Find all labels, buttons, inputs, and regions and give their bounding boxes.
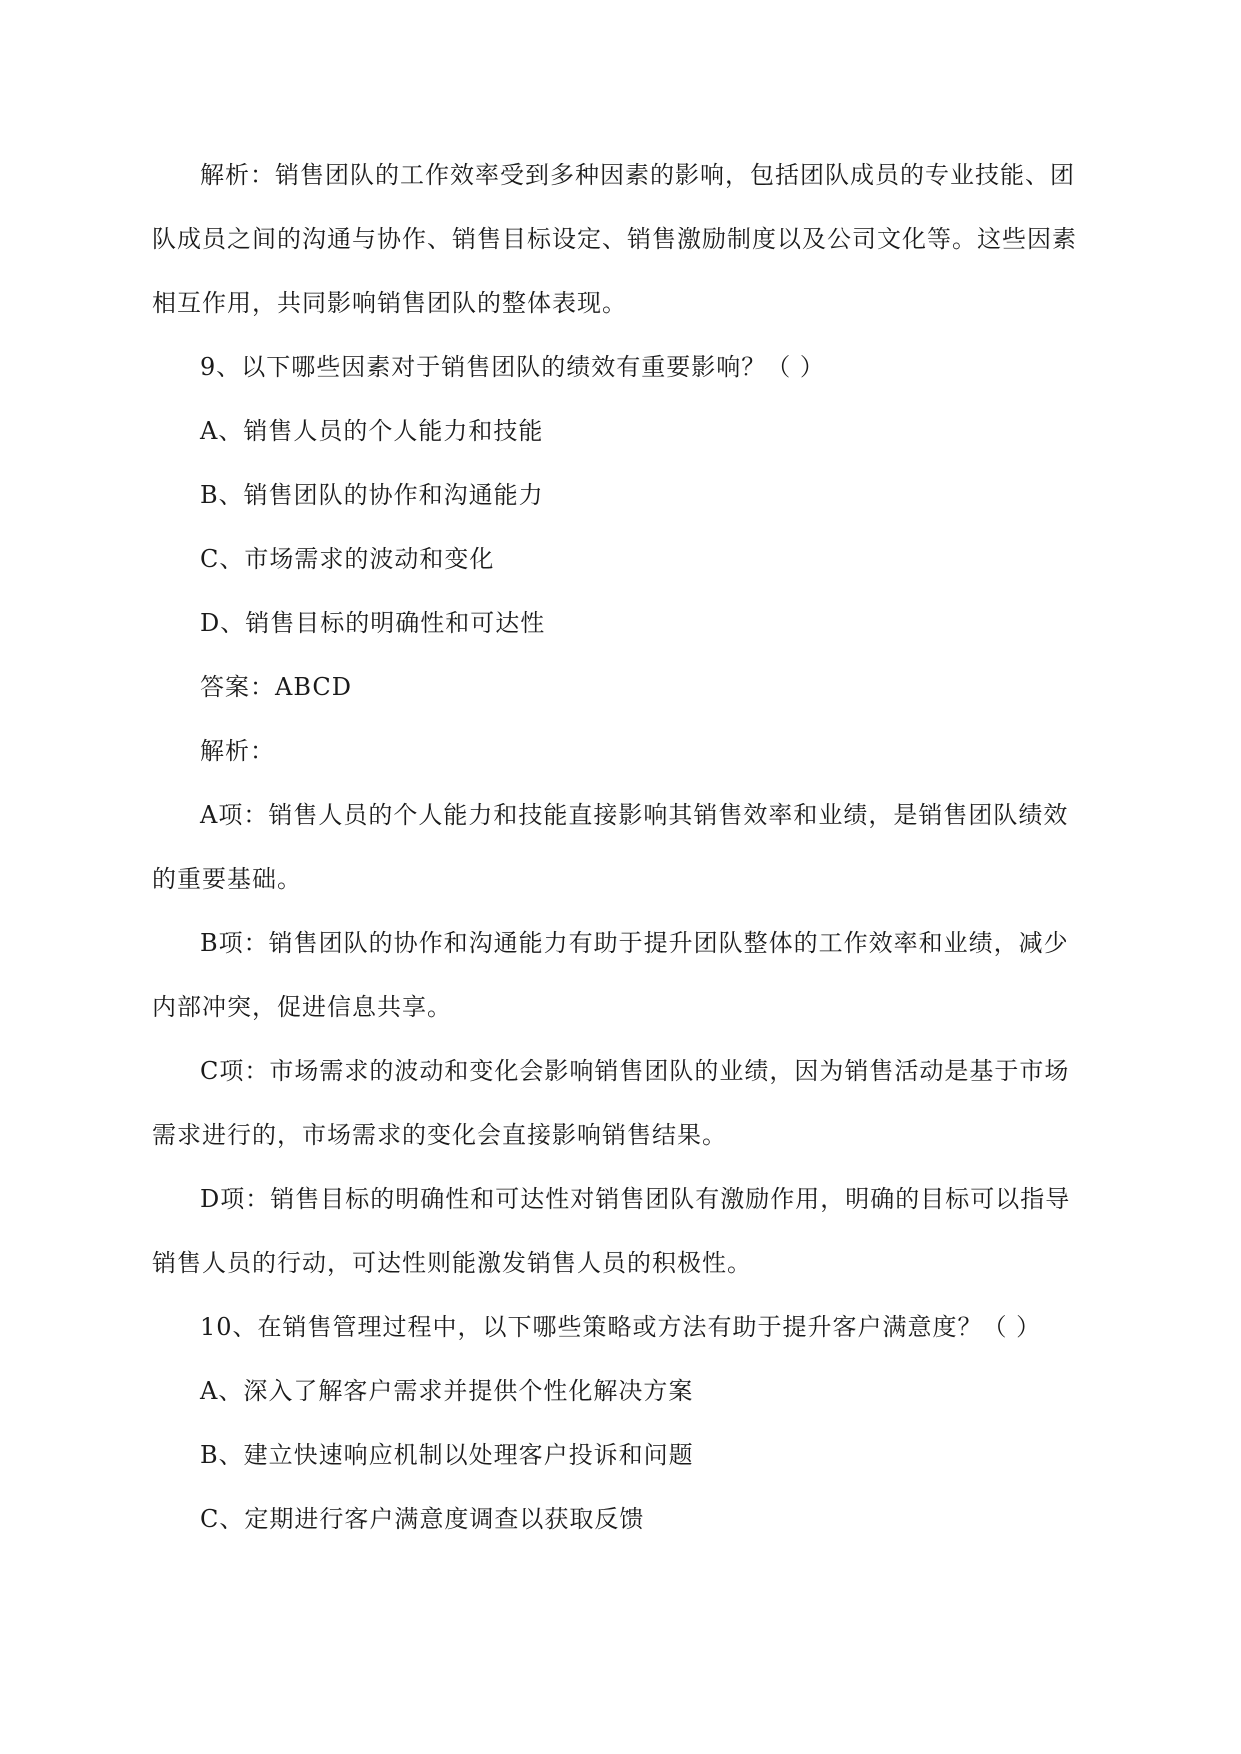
q9-option-c: C、市场需求的波动和变化 [200,545,495,573]
question-9: 9、以下哪些因素对于销售团队的绩效有重要影响？（ ） [200,353,825,381]
document-body [152,143,1092,1551]
q9-option-b: B、销售团队的协作和沟通能力 [200,481,544,509]
q9-explanation-heading: 解析： [200,737,275,765]
q10-option-c: C、定期进行客户满意度调查以获取反馈 [200,1505,645,1533]
q9-explanation-a: A项：销售人员的个人能力和技能直接影响其销售效率和业绩，是销售团队绩效的重要基础。 [152,801,1069,893]
q9-option-a: A、销售人员的个人能力和技能 [200,417,544,445]
explanation-q8: 解析：销售团队的工作效率受到多种因素的影响，包括团队成员的专业技能、团队成员之间的沟通与协作、销售目标设定、销售激励制度以及公司文化等。这些因素相互作用，共同影响销售团队的整体表现。 [152,161,1077,317]
q10-option-a: A、深入了解客户需求并提供个性化解决方案 [200,1377,694,1405]
q9-answer: 答案：ABCD [200,673,353,701]
q9-explanation-b: B项：销售团队的协作和沟通能力有助于提升团队整体的工作效率和业绩，减少内部冲突，促进信息共享。 [152,929,1069,1021]
q9-explanation-c: C项：市场需求的波动和变化会影响销售团队的业绩，因为销售活动是基于市场需求进行的，市场需求的变化会直接影响销售结果。 [152,1057,1070,1149]
q9-explanation-d: D项：销售目标的明确性和可达性对销售团队有激励作用，明确的目标可以指导销售人员的行动，可达性则能激发销售人员的积极性。 [152,1185,1071,1277]
q10-option-b: B、建立快速响应机制以处理客户投诉和问题 [200,1441,694,1469]
question-10: 10、在销售管理过程中，以下哪些策略或方法有助于提升客户满意度？（ ） [200,1313,1042,1341]
q9-option-d: D、销售目标的明确性和可达性 [200,609,546,637]
